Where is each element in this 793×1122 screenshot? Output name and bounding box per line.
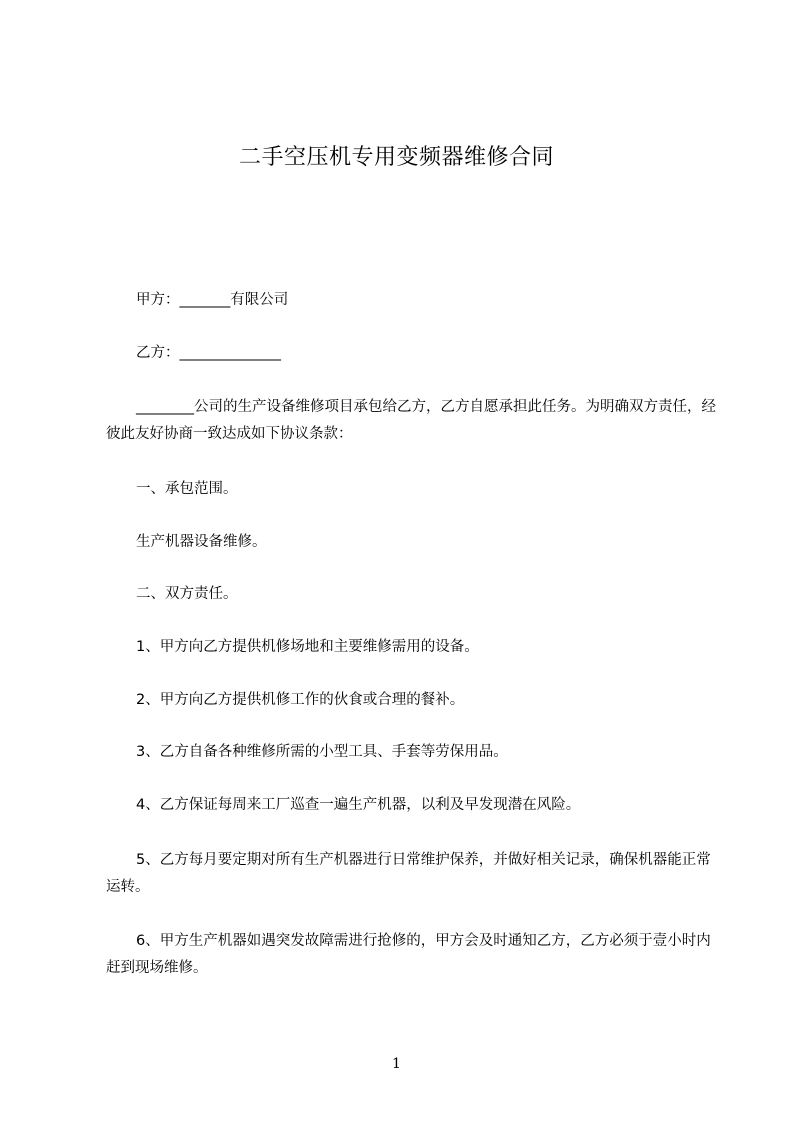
- clause-4: 4、乙方保证每周来工厂巡查一遍生产机器，以利及早发现潜在风险。: [136, 797, 581, 813]
- scope-paragraph: 生产机器设备维修。: [136, 534, 267, 550]
- clause-5: 5、乙方每月要定期对所有生产机器进行日常维护保养，并做好相关记录，确保机器能正常运转。: [106, 852, 711, 895]
- party-b-line: 乙方：______________: [136, 345, 281, 361]
- clause-3: 3、乙方自备各种维修所需的小型工具、手套等劳保用品。: [136, 744, 508, 760]
- clause-2: 2、甲方向乙方提供机修工作的伙食或合理的餐补。: [136, 692, 465, 708]
- section-heading-responsibilities: 二、双方责任。: [136, 586, 238, 602]
- section-heading-scope: 一、承包范围。: [136, 481, 238, 497]
- intro-paragraph: ________公司的生产设备维修项目承包给乙方，乙方自愿承担此任务。为明确双方责任，经彼此友好协商一致达成如下协议条款：: [106, 399, 716, 442]
- party-a-line: 甲方：_______有限公司: [136, 292, 289, 308]
- clause-1: 1、甲方向乙方提供机修场地和主要维修需用的设备。: [136, 639, 479, 655]
- document-title: 二手空压机专用变频器维修合同: [238, 145, 554, 170]
- page-number: 1: [392, 1056, 401, 1072]
- clause-6: 6、甲方生产机器如遇突发故障需进行抢修的，甲方会及时通知乙方，乙方必须于壹小时内赶到现场维修。: [106, 933, 711, 976]
